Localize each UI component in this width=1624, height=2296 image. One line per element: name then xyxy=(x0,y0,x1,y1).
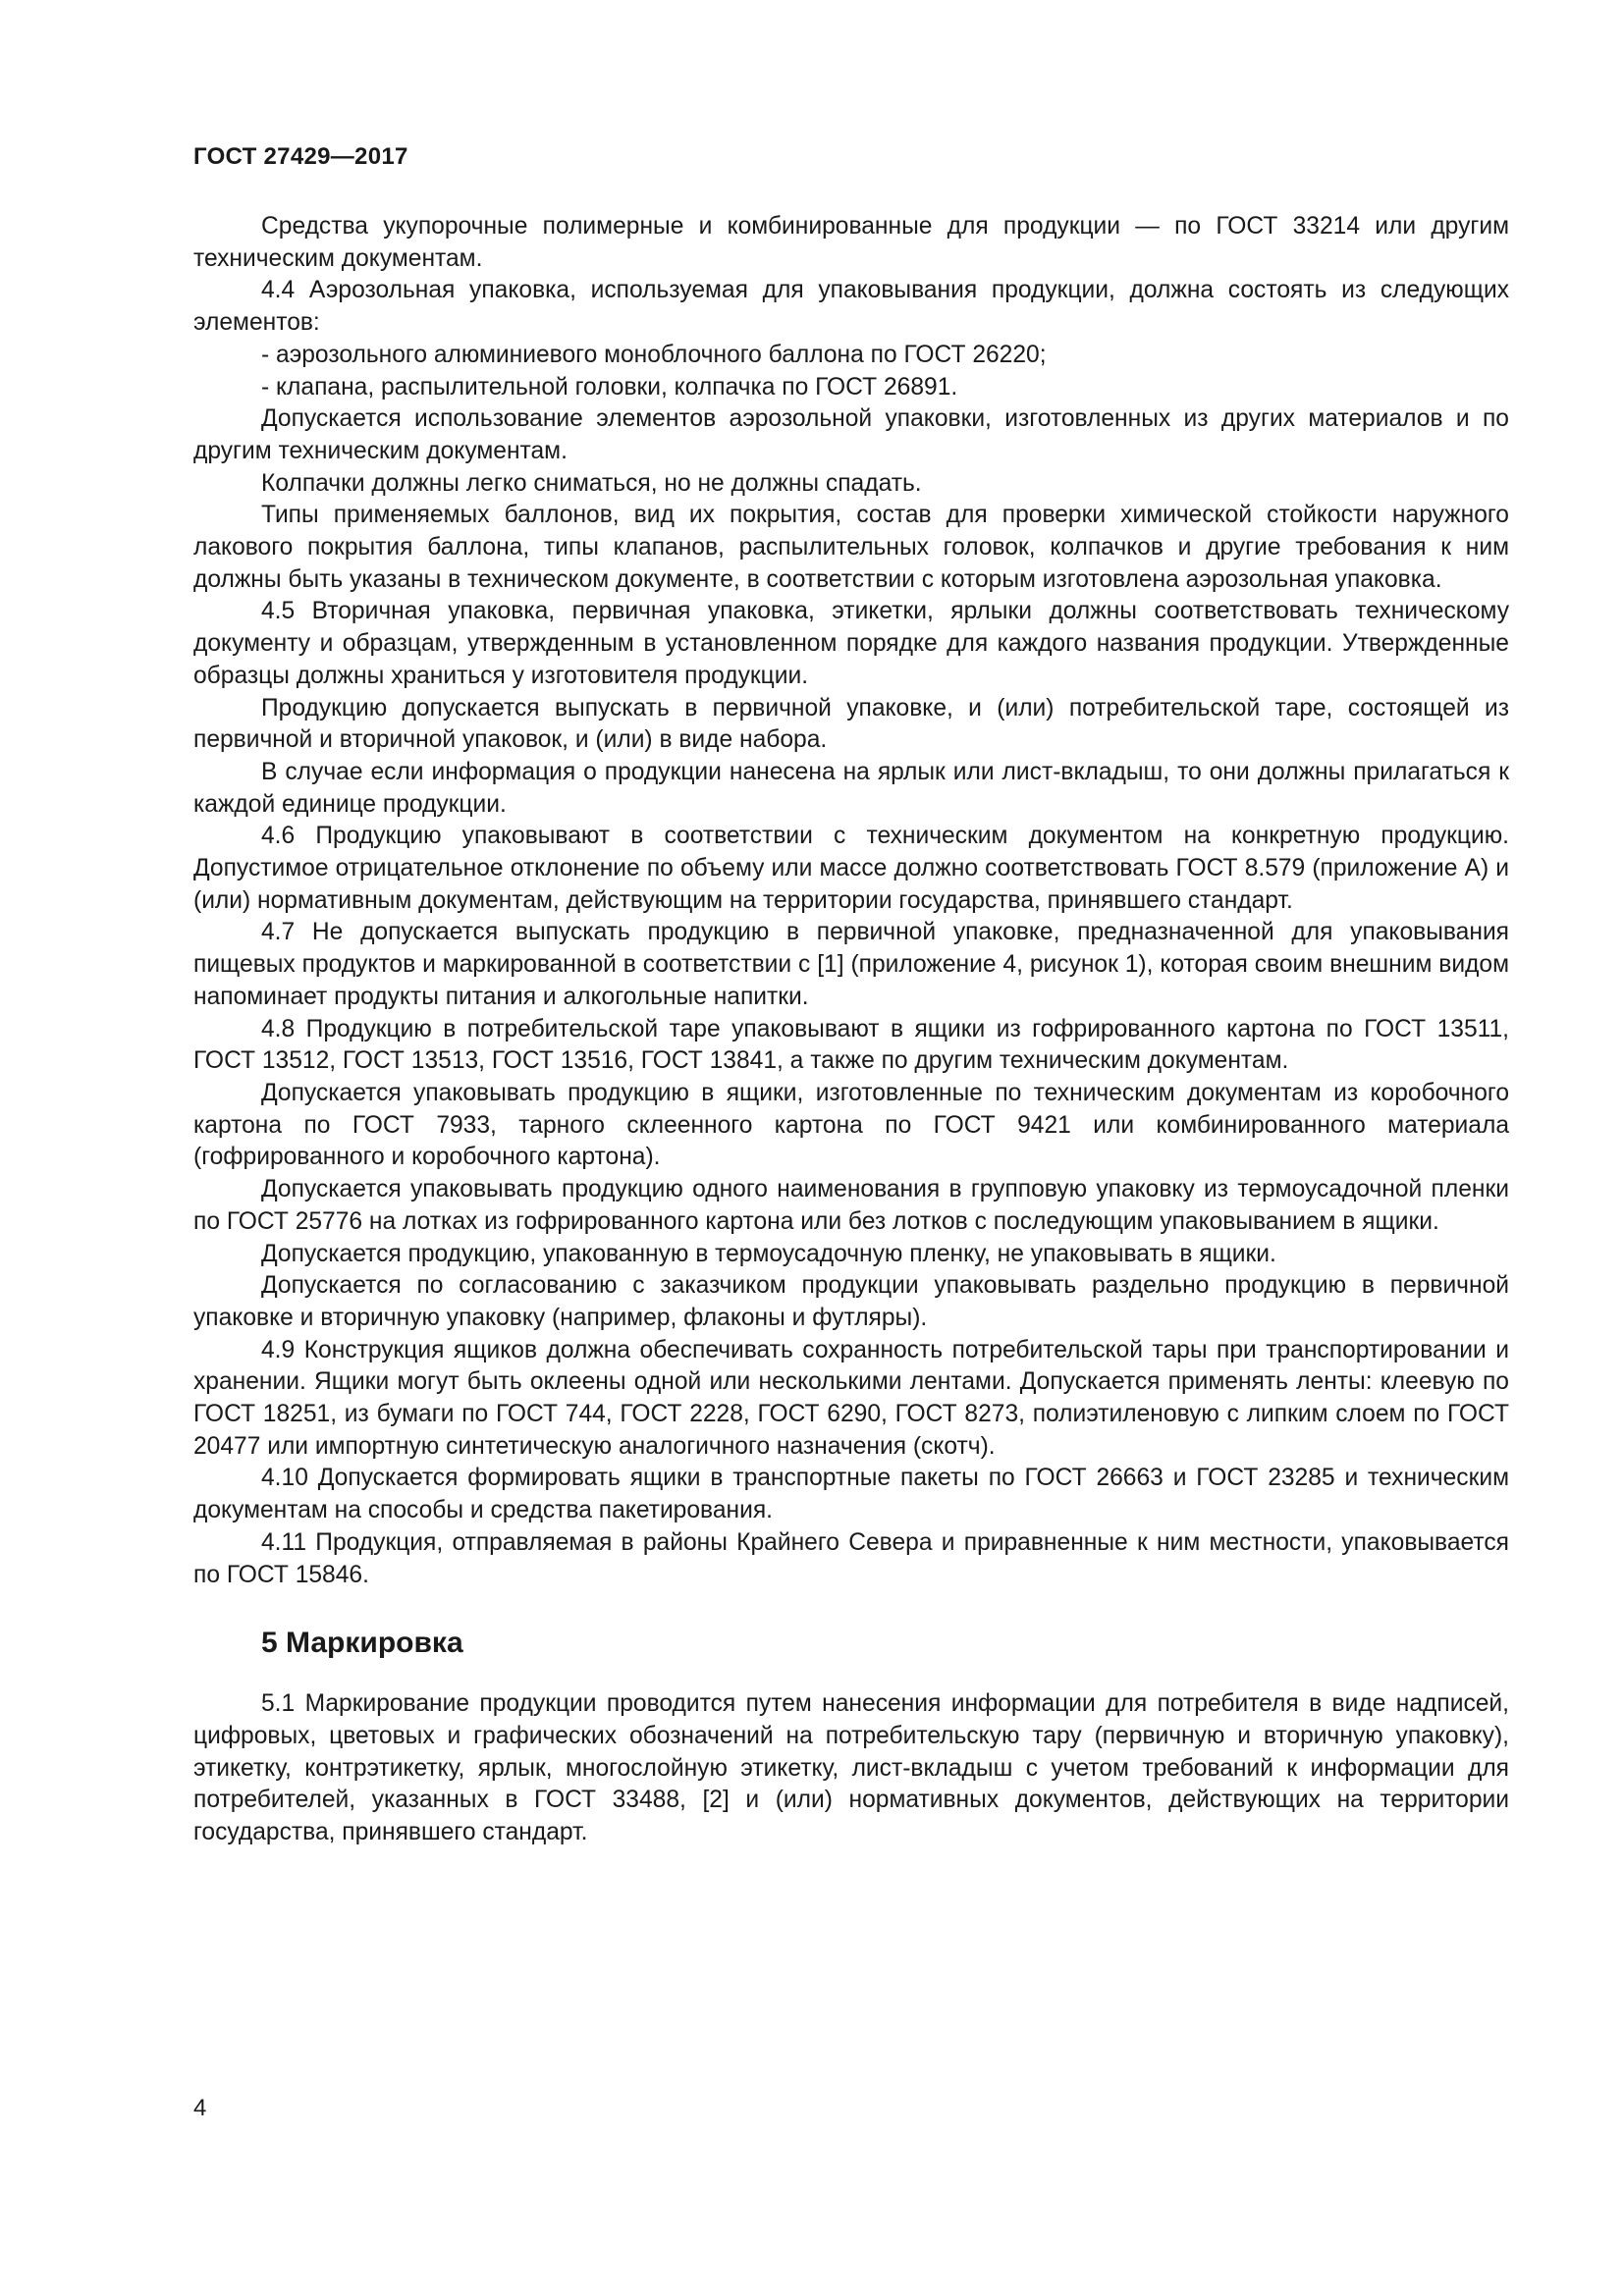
document-page xyxy=(193,142,1509,1849)
list-item: - аэрозольного алюминиевого моноблочного баллона по ГОСТ 26220; xyxy=(261,341,1047,368)
paragraph: Типы применяемых баллонов, вид их покрытия, состав для проверки химической стойкости наружного лакового покрытия баллона, типы клапанов, распылительных головок, колпачков и другие требования к ним должны быть указаны в техническом документе, в соответствии с которым изготовлена аэрозольная упаковка. xyxy=(193,502,1509,593)
paragraph: Допускается использование элементов аэрозольной упаковки, изготовленных из других материалов и по другим техническим документам. xyxy=(193,405,1509,464)
paragraph-4-6: 4.6 Продукцию упаковывают в соответствии с техническим документом на конкретную продукцию. Допустимое отрицательное отклонение по объему или массе должно соответствовать ГОСТ 8.579 (приложение А) и (или) нормативным документам, действующим на территории государства, принявшего стандарт. xyxy=(193,823,1509,914)
paragraph: Колпачки должны легко сниматься, но не должны спадать. xyxy=(261,469,922,497)
paragraph: Допускается продукцию, упакованную в термоусадочную пленку, не упаковывать в ящики. xyxy=(261,1240,1276,1267)
page-number: 4 xyxy=(193,2095,207,2121)
paragraph-4-8: 4.8 Продукцию в потребительской таре упаковывают в ящики из гофрированного картона по ГОСТ 13511, ГОСТ 13512, ГОСТ 13513, ГОСТ 13516, ГОСТ 13841, а также по другим техническим документам. xyxy=(193,1015,1509,1075)
paragraph: Допускается упаковывать продукцию одного наименования в групповую упаковку из термоусадочной пленки по ГОСТ 25776 на лотках из гофрированного картона или без лотков с последующим упаковыванием в ящики. xyxy=(193,1176,1509,1235)
paragraph: Допускается по согласованию с заказчиком продукции упаковывать раздельно продукцию в первичной упаковке и вторичную упаковку (например, флаконы и футляры). xyxy=(193,1272,1509,1331)
paragraph-4-10: 4.10 Допускается формировать ящики в транспортные пакеты по ГОСТ 26663 и ГОСТ 23285 и техническим документам на способы и средства пакетирования. xyxy=(193,1465,1509,1524)
paragraph-4-7: 4.7 Не допускается выпускать продукцию в первичной упаковке, предназначенной для упаковывания пищевых продуктов и маркированной в соответствии с [1] (приложение 4, рисунок 1), которая своим внешним видом напоминает продукты питания и алкогольные напитки. xyxy=(193,919,1509,1010)
paragraph: Средства укупорочные полимерные и комбинированные для продукции — по ГОСТ 33214 или другим техническим документам. xyxy=(193,213,1509,272)
section-title: 5 Маркировка xyxy=(261,1627,463,1660)
paragraph-4-11: 4.11 Продукция, отправляемая в районы Крайнего Севера и приравненные к ним местности, упаковывается по ГОСТ 15846. xyxy=(193,1528,1509,1588)
paragraph: Допускается упаковывать продукцию в ящики, изготовленные по техническим документам из коробочного картона по ГОСТ 7933, тарного склеенного картона по ГОСТ 9421 или комбинированного материала (гофрированного и коробочного картона). xyxy=(193,1079,1509,1171)
paragraph-4-4: 4.4 Аэрозольная упаковка, используемая для упаковывания продукции, должна состоять из следующих элементов: xyxy=(193,277,1509,337)
paragraph-5-1: 5.1 Маркирование продукции проводится путем нанесения информации для потребителя в виде надписей, цифровых, цветовых и графических обозначений на потребительскую тару (первичную и вторичную упаковку), этикетку, контрэтикетку, ярлык, многослойную этикетку, лист-вкладыш с учетом требований к информации для потребителей, указанных в ГОСТ 33488, [2] и (или) нормативных документов, действующих на территории государства, принявшего стандарт. xyxy=(193,1690,1509,1846)
list-item: - клапана, распылительной головки, колпачка по ГОСТ 26891. xyxy=(261,373,958,400)
document-code-header: ГОСТ 27429—2017 xyxy=(193,143,408,170)
paragraph: Продукцию допускается выпускать в первичной упаковке, и (или) потребительской таре, состоящей из первичной и вторичной упаковок, и (или) в виде набора. xyxy=(193,694,1509,754)
paragraph-4-5: 4.5 Вторичная упаковка, первичная упаковка, этикетки, ярлыки должны соответствовать техническому документу и образцам, утвержденным в установленном порядке для каждого названия продукции. Утвержденные образцы должны храниться у изготовителя продукции. xyxy=(193,598,1509,689)
paragraph-4-9: 4.9 Конструкция ящиков должна обеспечивать сохранность потребительской тары при транспортировании и хранении. Ящики могут быть оклеены одной или несколькими лентами. Допускается применять ленты: клеевую по ГОСТ 18251, из бумаги по ГОСТ 744, ГОСТ 2228, ГОСТ 6290, ГОСТ 8273, полиэтиленовую с липким слоем по ГОСТ 20477 или импортную синтетическую аналогичного назначения (скотч). xyxy=(193,1336,1509,1460)
section-5-body xyxy=(193,1688,1509,1849)
body-text xyxy=(193,211,1509,1591)
paragraph: В случае если информация о продукции нанесена на ярлык или лист-вкладыш, то они должны прилагаться к каждой единице продукции. xyxy=(193,758,1509,818)
